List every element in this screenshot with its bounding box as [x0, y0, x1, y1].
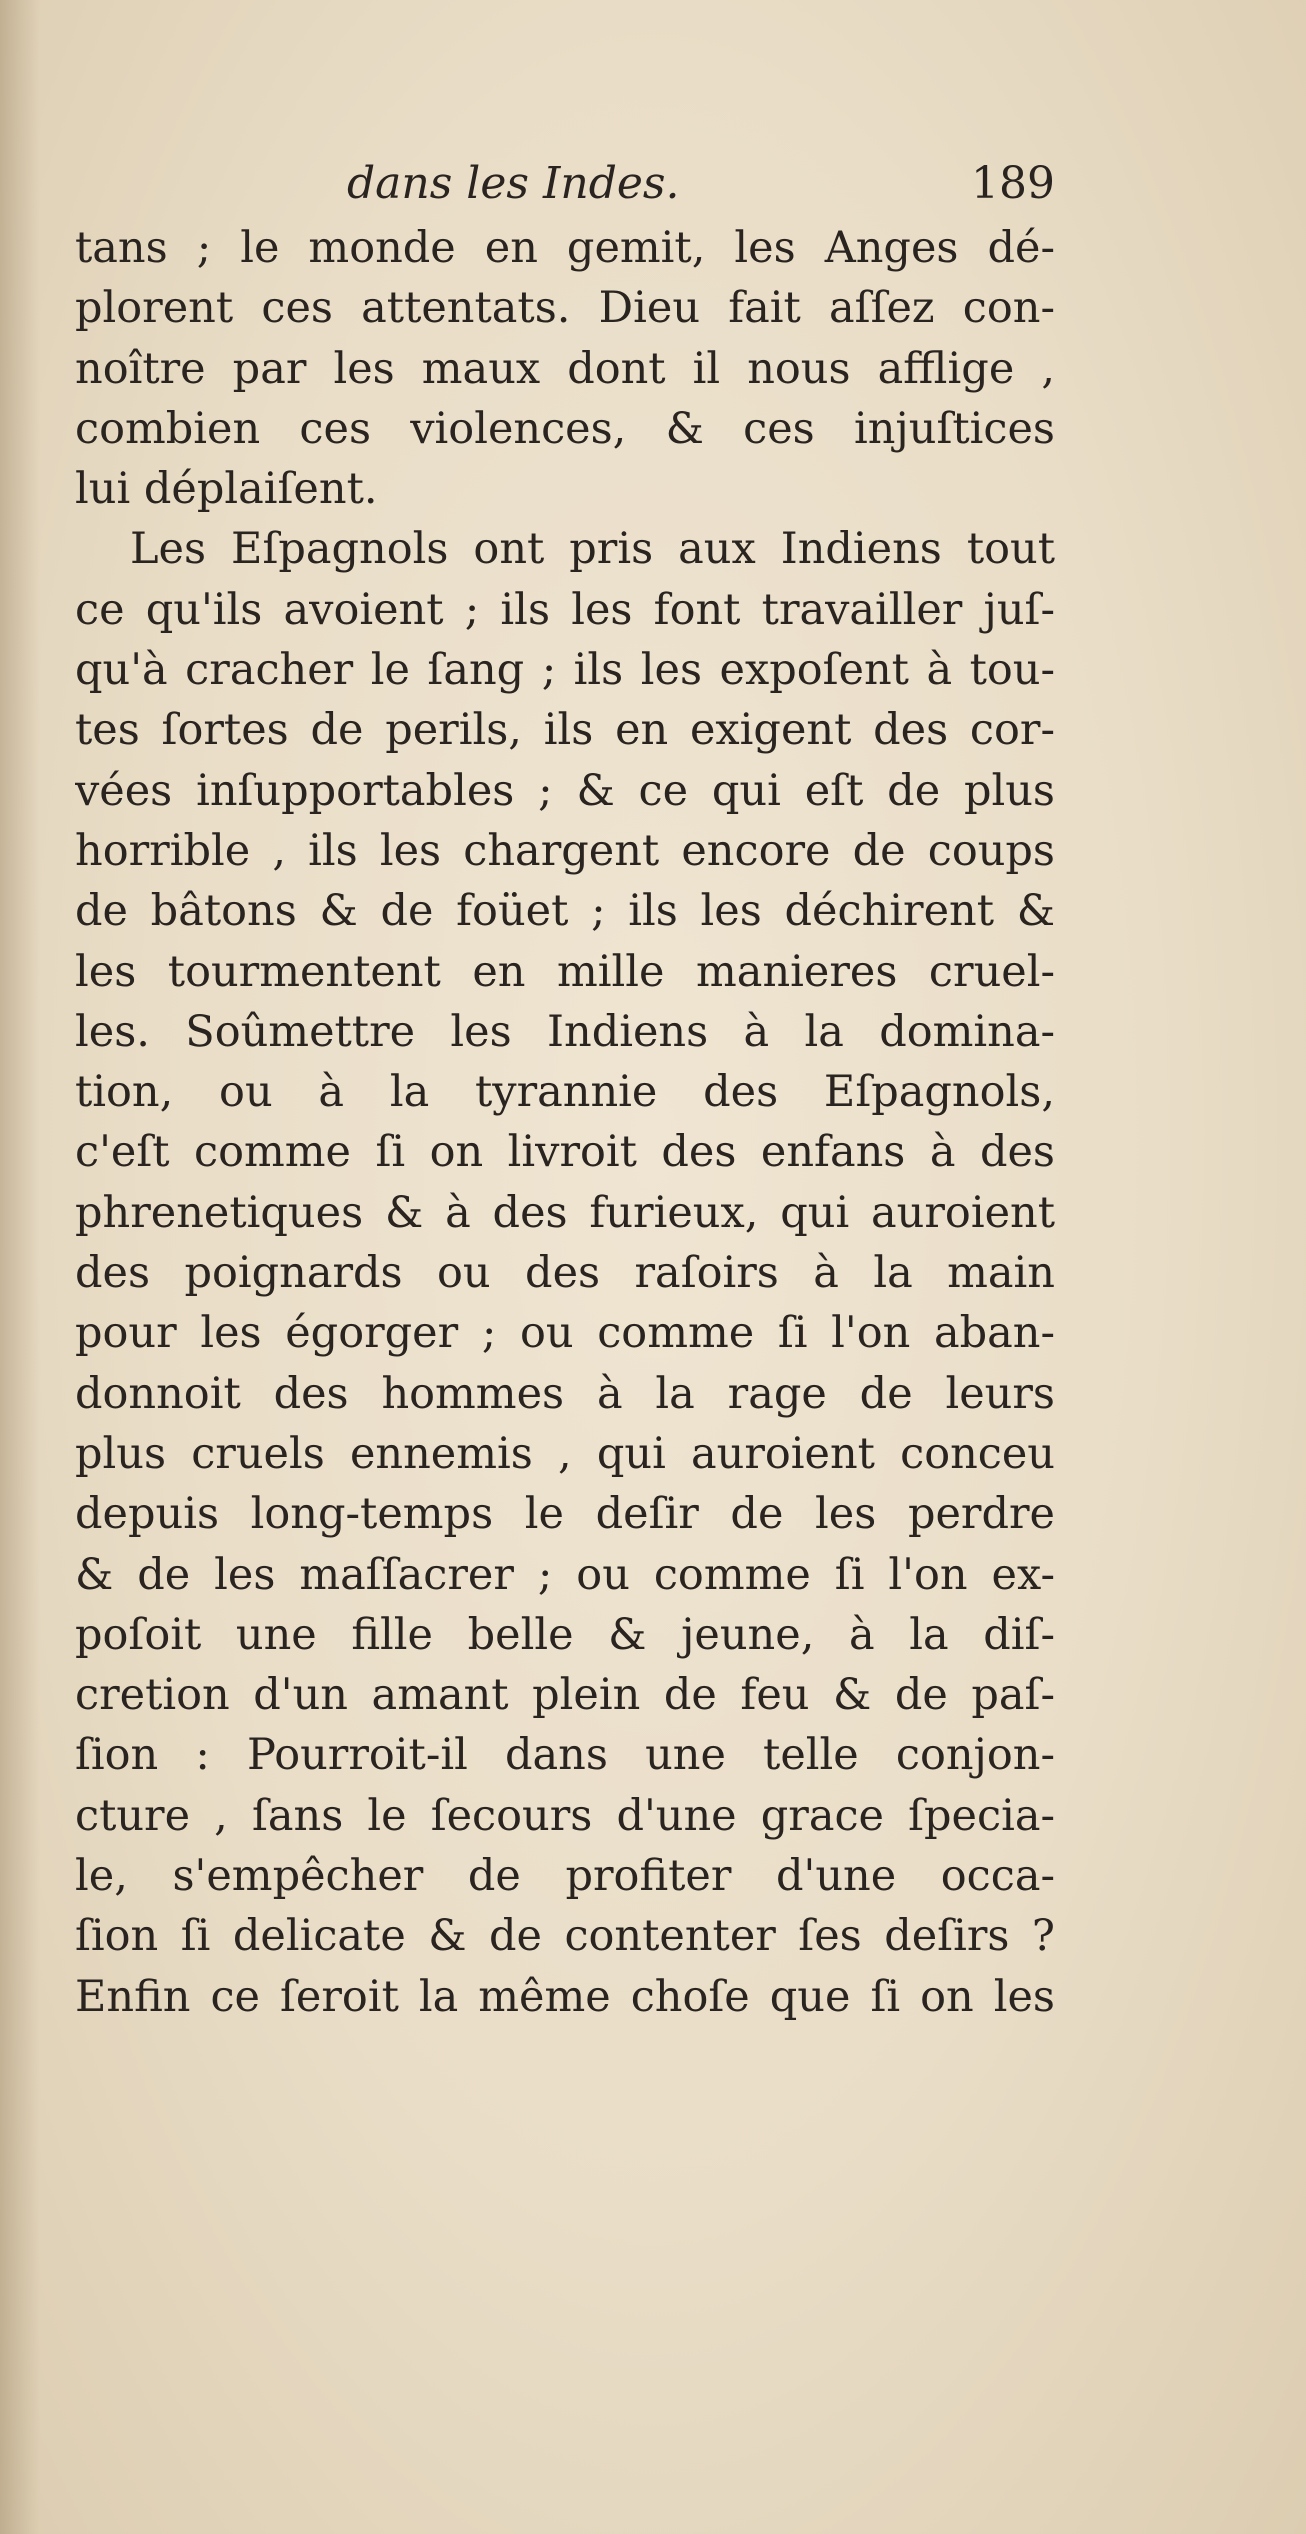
- text-line: des poignards ou des raſoirs à la main: [75, 1248, 1055, 1299]
- text-line: c'eſt comme ſi on livroit des enfans à des: [75, 1127, 1055, 1178]
- text-line: depuis long-temps le deſir de les perdre: [75, 1489, 1055, 1540]
- text-line: ſion ſi delicate & de contenter ſes deſirs ?: [75, 1911, 1055, 1962]
- text-line: lui déplaiſent.: [75, 464, 378, 515]
- text-line: qu'à cracher le ſang ; ils les expoſent à tou-: [75, 645, 1055, 696]
- text-line: de bâtons & de foüet ; ils les déchirent &: [75, 886, 1055, 937]
- text-line: donnoit des hommes à la rage de leurs: [75, 1368, 1055, 1419]
- text-line: ce qu'ils avoient ; ils les font travailler juſ-: [75, 584, 1055, 635]
- text-line: horrible , ils les chargent encore de coups: [75, 825, 1055, 876]
- text-line: tans ; le monde en gemit, les Anges dé-: [75, 223, 1055, 273]
- text-line: cretion d'un amant plein de feu & de paſ-: [75, 1670, 1055, 1721]
- text-line: poſoit une fille belle & jeune, à la diſ-: [75, 1609, 1055, 1660]
- page-number: 189: [971, 158, 1055, 209]
- text-line: combien ces violences, & ces injuſtices: [75, 403, 1055, 454]
- text-line: phrenetiques & à des furieux, qui auroient: [75, 1187, 1055, 1238]
- text-line: les tourmentent en mille manieres cruel-: [75, 946, 1055, 997]
- text-line: tion, ou à la tyrannie des Eſpagnols,: [75, 1067, 1055, 1118]
- text-line: cture , ſans le ſecours d'une grace ſpecia-: [75, 1790, 1055, 1841]
- text-line: pour les égorger ; ou comme ſi l'on aban-: [75, 1308, 1055, 1359]
- text-line: les. Soûmettre les Indiens à la domina-: [75, 1006, 1055, 1057]
- text-line: Enfin ce ſeroit la même choſe que ſi on les: [75, 1971, 1055, 2022]
- text-line: ſion : Pourroit-il dans une telle conjon-: [75, 1730, 1055, 1781]
- running-head: dans les Indes.: [347, 158, 680, 209]
- text-line: tes ſortes de perils, ils en exigent des cor-: [75, 705, 1055, 756]
- text-line: noître par les maux dont il nous afflige ,: [75, 343, 1055, 394]
- text-line: le, s'empêcher de profiter d'une occa-: [75, 1851, 1055, 1902]
- page-header: [75, 158, 1055, 218]
- text-line: & de les maſſacrer ; ou comme ſi l'on ex-: [75, 1549, 1055, 1600]
- text-line: plorent ces attentats. Dieu fait aſſez con-: [75, 283, 1055, 334]
- text-line: vées inſupportables ; & ce qui eſt de plus: [75, 765, 1055, 816]
- body-text: [75, 218, 1055, 2027]
- paragraph-start-line: Les Eſpagnols ont pris aux Indiens tout: [130, 524, 1055, 575]
- text-line: plus cruels ennemis , qui auroient conceu: [75, 1428, 1055, 1479]
